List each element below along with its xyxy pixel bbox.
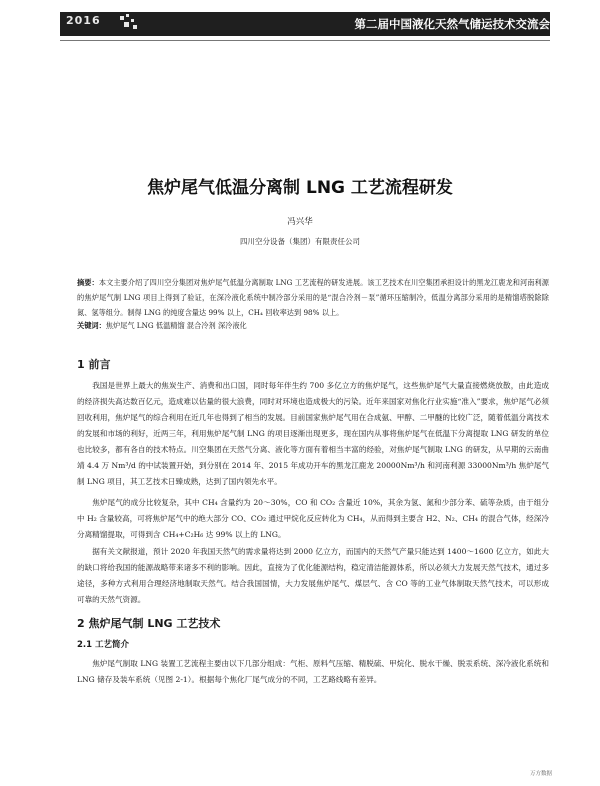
paper-author: 冯兴华: [287, 217, 313, 227]
header-year: 2016: [66, 14, 101, 27]
page-footer-mark: 万方数据: [529, 771, 552, 777]
abstract: [77, 275, 549, 320]
intro-paragraph-1: 我国是世界上最大的焦炭生产、消费和出口国，同时每年伴生约 700 多亿立方的焦炉尾气，这些焦炉尾气大量直接燃烧放散，由此造成的经济损失高达数百亿元，造成难以估量的很大浪费，同时对环境也造成极大的污染。近年来国家对焦化行业实施“准入”要求，焦炉尾气必须回收利用，焦炉尾气的综合利用在近几年也得到了相当的发展。目前国家焦炉尾气用在合成氨、甲醇、二甲醚的比较广泛，随着低温分离技术的发展和市场的利好，近两三年，利用焦炉尾气制 LNG 的项目逐渐出现更多，现在国内从事将焦炉尾气在低温下分离提取 LNG 研发的单位也比较多，都有各自的技术特点。川空集团在天然气分离、液化等方面有着相当丰富的经验，对焦炉尾气制取 LNG 的研发，从早期的云南曲靖 4.4 万 Nm³/d 的中试装置开始，到分别在 2014 年、2015 年成功开车的黑龙江鹿龙 20000Nm³/h 和河南利源 33000Nm³/h 焦炉尾气制 LNG 项目，其工艺技术日臻成熟，达到了国内领先水平。: [77, 381, 549, 486]
intro-paragraph-3: 据有关文献报道，预计 2020 年我国天然气的需求量将达到 2000 亿立方，而国内的天然气产量只能达到 1400～1600 亿立方，如此大的缺口将给我国的能源战略带来诸多不利的影响。因此，直接为了优化能源结构，稳定清洁能源体系，所以必须大力发展天然气技术，通过多途径，多种方式利用合理经济地制取天然气。结合我国国情，大力发展焦炉尾气、煤层气、含 CO 等的工业气体制取天然气技术，可以形成可靠的天然气资源。: [77, 547, 549, 604]
paper-title: 焦炉尾气低温分离制 LNG 工艺流程研发: [147, 178, 453, 199]
abstract-text: 本文主要介绍了四川空分集团对焦炉尾气低温分离制取 LNG 工艺流程的研发进展。该工艺技术在川空集团承担设计的黑龙江鹿龙和河南利源的焦炉尾气制 LNG 项目上得到了验证，在深冷液化系统中制冷部分采用的是“混合冷剂－泵”循环压缩制冷，低温分离部分采用的是精馏塔脱除除氮、氢等组分。制得 LNG 的纯度含量达 99% 以上，CH₄ 回收率达到 98% 以上。: [77, 278, 549, 317]
header-decoration-icon: [118, 13, 140, 33]
keywords: [77, 319, 549, 333]
keywords-label: 关键词：: [77, 321, 106, 330]
intro-paragraph-2: 焦炉尾气的成分比较复杂，其中 CH₄ 含量约为 20～30%，CO 和 CO₂ 含量近 10%，其余为氢、氮和少部分苯、硫等杂质，由于组分中 H₂ 含量较高，可将焦炉尾气中的绝大部分 CO、CO₂ 通过甲烷化反应转化为 CH₄，从而得到主要含 H2、N₂、CH₄ 的混合气体，经深冷分离精馏提取，可得到含 CH₄+C₂H₆ 达 99% 以上的 LNG。: [77, 498, 549, 539]
abstract-label: 摘要：: [77, 278, 99, 287]
subsection-heading-process-intro: 2.1 工艺简介: [77, 640, 130, 650]
header-divider: [60, 40, 550, 41]
section-heading-introduction: 1 前言: [77, 358, 111, 371]
conference-title: 第二届中国液化天然气储运技术交流会: [354, 17, 550, 31]
keywords-text: 焦炉尾气 LNG 低温精馏 混合冷剂 深冷液化: [105, 321, 247, 330]
process-paragraph-1: 焦炉尾气制取 LNG 装置工艺流程主要由以下几部分组成：气柜、原料气压缩、精脱硫、甲烷化、脱水干燥、脱汞系统、深冷液化系统和 LNG 储存及装车系统（见图 2-1）。根据每个焦化厂尾气成分的不同，工艺路线略有差异。: [77, 659, 549, 684]
paper-affiliation: 四川空分设备（集团）有限责任公司: [240, 237, 360, 246]
section-heading-process: 2 焦炉尾气制 LNG 工艺技术: [77, 617, 221, 630]
